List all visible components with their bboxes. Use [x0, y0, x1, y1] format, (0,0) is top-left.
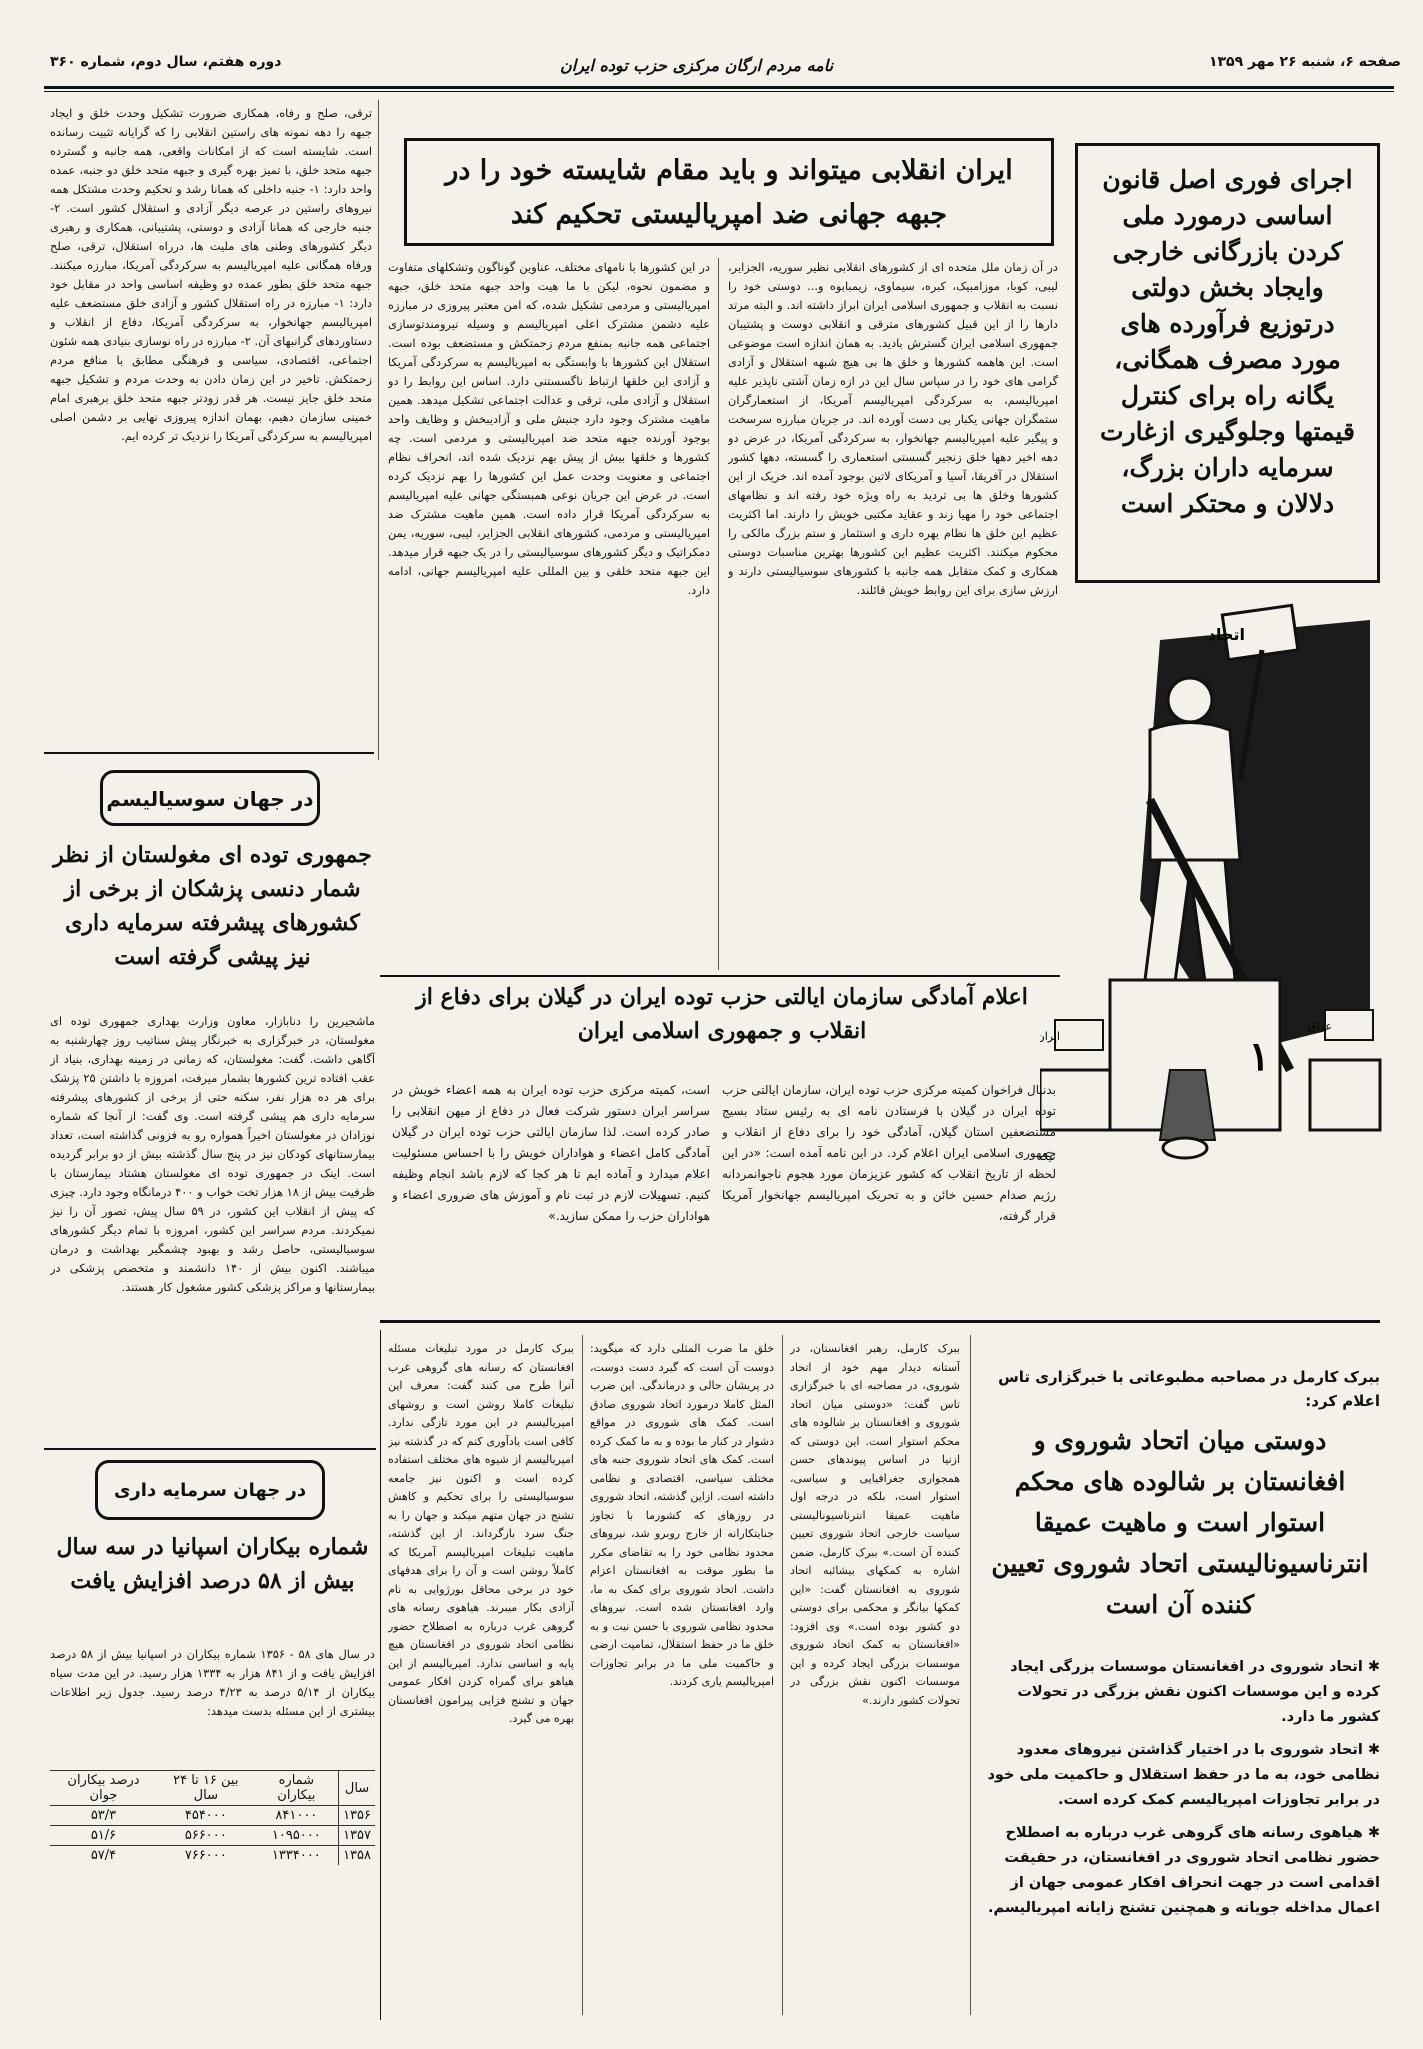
right-box-headline: اجرای فوری اصل قانون اساسی درمورد ملی کردن بازرگانی خارجی وایجاد بخش دولتی درتوزیع فرآورده های مورد مصرف همگانی، یگانه راه برای کنترل قیمتها وجلوگیری ازغارت سرمایه داران بزرگ، دلالان و محتکر است [1100, 165, 1355, 518]
header-rule [44, 86, 1394, 89]
article1-col-c: ترقی، صلح و رفاه، همکاری ضرورت تشکیل وحدت خلق و ایجاد جبهه را دهه نمونه های راستین انقلابی را که گرایانه تثبیت رسانده است. شایسته است که از امکانات واقعی، همه جانبه و گسترده جبهه متحد خلق، با تمیز بهره گیری و جبهه متحد خلق دو جنبه، عمده واحد دارد: ۱- جنبه داخلی که همانا رشد و تحکیم وحدت مشتکل همه نیروهای راستین در عرصه دیگر آزادی و استقلال کشور است. ۲- جنبه خارجی که همانا آزادی و دوستی، پشتیبانی، همکاری و رهبری دیگر کشورهای وطنی های ملیت ها، درراه استقلال، ترقی، صلح ورفاه همگانی علیه امپریالیسم به سرکردگی آمریکا، مبارزه میکنند. جبهه متحد خلق بطور عمده دو وظیفه اساسی واحد در مقابل خود دارد: ۱- مبارزه در راه استقلال کشور و آزادی خلق مستضعف علیه امپریالیسم جهانخوار، به سرکردگی آمریکا، دفاع از انقلاب و دستاوردهای گرانبهای آن. ۲- مبارزه در راه نوسازی بنیادی همه شئون اجتماعی، اقتصادی، سیاسی و فرهنگی مطابق با منافع مردم زحمتکش. تاخیر در این زمان دادن به وحدت مردم و تشکیل جبهه متحد خلق جایز نیست. هر قدر زودتر جبهه متحد خلق برهبری امام خمینی سازمان دهیم، بهمان اندازه پیروزی نهایی بر دشمن اصلی امپریالیسم به سرکردگی آمریکا را نزدیک تر کرده ایم. [50, 106, 372, 443]
header-rule-thin [44, 91, 1394, 92]
hat [1163, 1138, 1207, 1158]
karmal-col-b: خلق ما ضرب المثلی دارد که میگوید: دوست آن است که گیرد دست دوست، در پریشان حالی و درماندگی. این ضرب المثل کاملا درمورد اتحاد شوروی صادق است. کمک های شوروی در مواقع دشوار در کنار ما بوده و به ما کمک کرده است. کمک های اتحاد شوروی جنبه های مختلف سیاسی، اقتصادی و نظامی داشته است. ازاین گذشته، اتحاد شوروی در روزهای که کشورما با تجاوز جنایتکارانه از خارج روبرو شد، نیروهای محدود نظامی خود را به تقاضای مکرر ما بطور موقت به افغانستان اعزام داشت. اتحاد شوروی برای کمک به ما، وارد افغانستان شده است. نیروهای محدود نظامی شوروی با حسن نیت و به خلق ما در حفظ استقلال، تمامیت ارضی و حاکمیت ملی ما در برابر تجاوزات امپریالیسم یاری کردند. [590, 1342, 774, 1688]
issue-number: دوره هفتم، سال دوم، شماره ۳۶۰ [50, 54, 282, 70]
table-cell: ۱۳۵۷ [339, 1826, 375, 1846]
table-header-cell: سال [339, 1771, 375, 1806]
table-header-cell: درصد بیکاران جوان [50, 1771, 157, 1806]
right-headline-box [1075, 143, 1380, 583]
cartoon-svg [1040, 600, 1385, 1165]
table-cell: ۱۳۵۸ [339, 1846, 375, 1866]
article1-headline-box [404, 138, 1054, 246]
table-cell: ۵۱/۶ [50, 1826, 157, 1846]
table-cell: ۵۳/۳ [50, 1806, 157, 1826]
table-cell: ۱۳۵۶ [339, 1806, 375, 1826]
sign-right-text: عراق [1307, 1020, 1332, 1033]
table-cell: ۱۰۹۵۰۰۰ [255, 1826, 339, 1846]
fallen-figure [1160, 1070, 1215, 1140]
table-cell: ۵۷/۴ [50, 1846, 157, 1866]
cartoon-illustration [1040, 600, 1385, 1165]
table-row [50, 1806, 375, 1826]
figure-head [1168, 678, 1212, 722]
capitalism-label: در جهان سرمایه داری [95, 1460, 325, 1520]
table-row [50, 1826, 375, 1846]
table-header-cell: شماره بیکاران [255, 1771, 339, 1806]
svg-text:۱: ۱ [1248, 1033, 1270, 1080]
karmal-col-c: ببرک کارمل در مورد تبلیغات مسئله افغانستان که رسانه های گروهی غرب آنرا طرح می کنند گفت: معرف این تبلیغات کاملا روشن است و روشهای امپریالیسم در این مورد تازگی ندارد. کافی است یادآوری کنم که در گذشته نیز امپریالیسم از شیوه های مختلف استفاده کرده است و اکنون نیز جامعه سوسیالیستی را برای تحکیم و کاهش تشنج در جهان متهم میکند و جهان را به جنگ سرد بازگرداند. از این گذشته، ماهیت تبلیغات امپریالیسم آمریکا که کاملاً روشن است و آن را برای هدفهای خود در برخی محافل بورژوایی به نام آزادی بکار میبرند. هیاهوی رسانه های گروهی غرب درباره به اصطلاح حضور نظامی اتحاد شوروی در افغانستان هیچ پایه و اساسی ندارد. امپریالیسم از این هیاهو برای گمراه کردن افکار عمومی جهان و تشنج فزایی پیرامون افغانستان بهره می گیرد. [388, 1342, 574, 1725]
table-cell: ۵۶۶۰۰۰ [157, 1826, 255, 1846]
sign-left-text: ایران [1040, 1030, 1060, 1043]
sign-top-text: اتحاد [1207, 625, 1245, 644]
socialism-label: در جهان سوسیالیسم [100, 770, 320, 826]
capitalism-headline: شماره بیکاران اسپانیا در سه سال بیش از ۵۸ درصد افزایش یافت [56, 1534, 369, 1594]
table-cell: ۸۴۱۰۰۰ [255, 1806, 339, 1826]
table-cell: ۷۶۶۰۰۰ [157, 1846, 255, 1866]
socialism-headline: جمهوری توده ای مغولستان از نظر شمار دنسی پزشکان از برخی از کشورهای پیشرفته سرمایه داری نیز پیشی گرفته است [53, 842, 372, 970]
unemployment-table [50, 1770, 375, 1865]
article2-col-a: بدنبال فراخوان کمیته مرکزی حزب توده ایران، سازمان ایالتی حزب توده ایران در گیلان با فرستادن نامه ای به رئیس ستاد بسیج مستضعفین استان گیلان، آمادگی خود را برای دفاع از انقلاب و جمهوری اسلامی ایران اعلام کرد. در این نامه آمده است: «در این لحظه از تاریخ انقلاب که کشور عزیزمان مورد هجوم ناجوانمردانه رژیم صدام حسین خائن و به تحریک امپریالیسم جهانخوار آمریکا قرار گرفته، [722, 1083, 1056, 1223]
header-date: صفحه ۶، شنبه ۲۶ مهر ۱۳۵۹ [1208, 54, 1401, 70]
table-cell: ۱۳۳۴۰۰۰ [255, 1846, 339, 1866]
karmal-bullet: ✱ هیاهوی رسانه های گروهی غرب درباره به اصطلاح حضور نظامی اتحاد شوروی در افغانستان، در حقیقت اقدامی است در جهت انحراف افکار عمومی جهان از اعمال مداخله جویانه و همچنین تشنج زایانه امپریالیسم. [987, 1825, 1380, 1916]
article1-col-b: در این کشورها با نامهای مختلف، عناوین گوناگون وتشکلهای متفاوت و مضمون نحوه، لیکن با ما هیت واحد جبهه متحد خلق، جبهه امپریالیستی و مردمی تشکیل شده، که امن معتبر پیروزی در مبارزه علیه دشمن مشترک اعلی امپریالیسم و وسیله نیرومندتوسازی اجتماعی همه جانبه بمنفع مردم زحمتکش و مستضعف بوده است. استقلال این کشورها با وابستگی به امپریالیسم به سرکردگی آمریکا و آزادی این خلقها ارتباط ناگسستنی دارد. اساس این روابط را دو استقلال و آزادی ملی، ترقی و عدالت اجتماعی تشکیل میدهد. همین ماهیت مشترک وجود دارد جنبش ملی و آزادیبخش و وظایف واحد بوجود آورنده جبهه متحد ضد امپریالیستی و مردمی است. چه کشورها و خلقها بیش از پیش بهم نزدیک شده اند، انحراف نظام اجتماعی و معنویت وحدت عمل این کشورها را بهم نزدیک کرده است. در عرض این جریان نوعی همبستگی جهانی علیه امپریالیسم به سرکردگی آمریکا قرار داده است. همین ماهیت مشترک ضد امپریالیستی و مردمی، کشورهای انقلابی الجزایر، لیبی، سوریه، یمن دمکراتیک و دیگر کشورهای سوسیالیستی را در یک جبهه قرار میدهد. این جبهه متحد خلقی و بین المللی علیه امپریالیسم جهانی، ادامه دارد. [388, 260, 710, 597]
figure-body [1150, 723, 1240, 861]
cartoon-signature: نیک [1042, 1150, 1055, 1163]
karmal-intro: ببرک کارمل در مصاحبه مطبوعاتی با خبرگزاری تاس اعلام کرد: [998, 1368, 1380, 1410]
article1-col-a: در آن زمان ملل متحده ای از کشورهای انقلابی نظیر سوریه، الجزایر، لیبی، کوبا، موزامبیک، کبره، سیماوی، زیمبابوه و... دوستی خود را نسبت به انقلاب و جمهوری اسلامی ایران ابراز داشته اند. و البته مرتد دارها را از این قبیل کشورهای مترقی و انقلابی دوست و پشتیبان جمهوری اسلامی ایران گسترش بادید. به همان اندازه است موضوعی است. این هاهمه کشورها و خلق ها بی هیچ شبهه استقلال و آزادی گرامی های خود را در سپاس سال این در ازه زمان آشتی ناپذیر علیه امپریالیسم، به سرکردگی امپریالیسم آمریکا، از استعمارگران ستمگران جهانی یکبار بی دست آورده اند. در جریان مبارزه سرسخت و پیگیر علیه امپریالیسم جهانخوار، به سرکردگی آمریکا، در عرض دو دهه اخیر دهها خلق زنجیر گسستی استعماری را گسسته، دهها کشور استقلال در آفریقا، آسیا و آمریکای لاتین بوجود آمده اند. خریک از این کشورها وخلق ها بی تردید به راه ویژه خود رفته اند و نظامهای اجتماعی خود را مهیا زند و عقاید مکتبی خویش را دارند. اما اکثریت عظیم این خلق ها نظام بهره داری و استثمار و ستم بزرگ مالکی را محکوم میکنند. اکثریت عظیم این کشورها بهترین مناسبات دوستی همکاری و کمک متقابل همه جانبه با کشورهای سوسیالیستی دارند و ارزش سازی برای این روابط خویش قائلند. [728, 260, 1058, 597]
karmal-bullets [985, 1655, 1380, 1921]
article2-headline: اعلام آمادگی سازمان ایالتی حزب توده ایران در گیلان برای دفاع از انقلاب و جمهوری اسلامی ایران [416, 984, 1028, 1044]
karmal-headline: دوستی میان اتحاد شوروی و افغانستان بر شالوده های محکم استوار است و ماهیت عمیقا انترناسیونالیستی اتحاد شوروی تعیین کننده آن است [991, 1426, 1369, 1619]
masthead: نامه مردم ارگان مرکزی حزب توده ایران [560, 56, 834, 75]
karmal-col-a: ببرک کارمل، رهبر افغانستان، در آستانه دیدار مهم خود از اتحاد شوروی، در مصاحبه ای با خبرگزاری تاس گفت: «دوستی میان اتحاد شوروی و افغانستان بر شالوده های محکم استوار است. این دوستی که ازنیا در اساس پیوندهای حسن همجواری جغرافیایی و سیاسی، استوار است، بلکه در درجه اول ماهیت عمیقا انترناسیونالیستی سیاست خارجی اتحاد شوروی تعیین کننده آن است.» ببرک کارمل، ضمن اشاره به کمکهای بیشائبه اتحاد شوروی به افغانستان گفت: «این کمکها بیانگر و محکمی برای دوستی دو کشور بوده است.» وی افزود: «افغانستان به کمک اتحاد شوروی موسسات بزرگی ایجاد کرده و این موسسات اکنون نقش بزرگی در تحولات کشور دارند.» [790, 1342, 960, 1707]
karmal-bullet: ✱ اتحاد شوروی با در اختیار گذاشتن نیروهای معدود نظامی خود، به ما در حفظ استقلال و حاکمیت ملی خود در برابر تجاوزات امپریالیسم کمک کرده است. [987, 1742, 1380, 1808]
table-row [50, 1846, 375, 1866]
article2-col-b: است، کمیته مرکزی حزب توده ایران به همه اعضاء خویش در سراسر ایران دستور شرکت فعال در دفاع از میهن انقلابی را صادر کرده است. لذا سازمان ایالتی حزب توده ایران در گیلان آمادگی کامل اعضاء و هواداران خویش را با احساس مسئولیت اعلام میدارد و آماده ایم تا هر کجا که لازم باشد انجام وظیفه کنیم. تسهیلات لازم در ثبت نام و آموزش های ضروری اعضاء و هواداران حزب را ممکن سازید.» [392, 1083, 710, 1223]
capitalism-body: در سال های ۵۸ - ۱۳۵۶ شماره بیکاران در اسپانیا بیش از ۵۸ درصد افزایش یافت و از ۸۴۱ هزار به ۱۳۳۴ هزار رسید. در این مدت سیاه بیکاران از ۵/۱۴ درصد به ۴/۲۳ درصد رسید. جدول زیر اطلاعات بیشتری از این مسئله بدست میدهد: [50, 1647, 375, 1718]
article1-headline: ایران انقلابی میتواند و باید مقام شایسته خود را در جبهه جهانی ضد امپریالیستی تحکیم کند [445, 155, 1013, 230]
table-header-cell: بین ۱۶ تا ۲۴ سال [157, 1771, 255, 1806]
table-cell: ۴۵۴۰۰۰ [157, 1806, 255, 1826]
table-header-row [50, 1771, 375, 1806]
karmal-bullet: ✱ اتحاد شوروی در افغانستان موسسات بزرگی ایجاد کرده و این موسسات اکنون نقش بزرگی در تحولات کشور ما دارد. [1010, 1659, 1380, 1725]
socialism-body: ماشجیرین را دنابازار، معاون وزارت بهداری جمهوری توده ای مغولستان، در خبرگزاری به خبرنگار پیش سناتیب روز چهارشنبه به آگاهی داشت. گفت: مغولستان، که زمانی در زمینه بهداری، بنیاد از عقب افتاده ترین کشورها بشمار میرفت، امروزه با داشتن ۲۵ پزشک برای هر ده هزار نفر، سکنه حتی از برخی از کشورهای پیشرفته سرمایه داری هم پیشی گرفته است. وی گفت: از آنجا که شماره نوزادان در مغولستان اخیراً همواره رو به فزونی گذاشته است، تعداد بیمارستانهای کودکان نیز در پنج سال گذشته بیش از دو برابر گردیده است. اینک در جمهوری توده ای مغولستان هشتاد بیمارستان با ظرفیت بیش از ۱۸ هزار تخت خواب و ۴۰۰ درمانگاه وجود دارد. چیزی که پیش از انقلاب این کشور، در ۵۹ سال پیش، تصور آن را نیز نمیکردند. مردم سراسر این کشور، امروزه با تمام دیگر کشورهای سوسیالیستی، حاصل رشد و بهبود چشمگیر بهداشت و درمان میباشند. اکنون بیش از ۱۴۰ دانشمند و متخصص پزشکی در بیمارستانها و مراکز پزشکی کشور مشغول کار هستند. [50, 1014, 375, 1294]
